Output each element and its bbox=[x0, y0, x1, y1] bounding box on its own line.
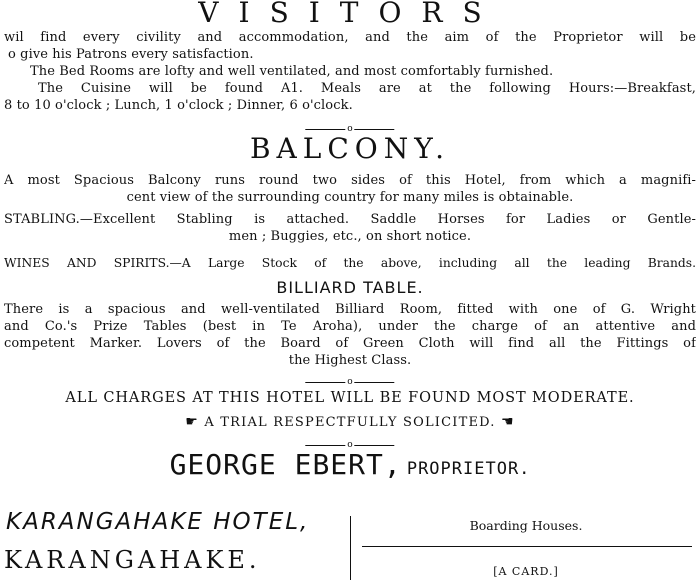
section-divider: o bbox=[305, 125, 394, 134]
visitors-heading: VISITORS bbox=[198, 0, 502, 29]
proprietor-line bbox=[4, 448, 696, 481]
stabling-line-1: STABLING.—Excellent Stabling is attached. Saddle Horses for Ladies or Gentle- bbox=[4, 212, 696, 227]
section-divider: o bbox=[305, 378, 394, 387]
pointing-hand-left-icon: ☚ bbox=[500, 414, 515, 430]
visitors-line-5: 8 to 10 o'clock ; Lunch, 1 o'clock ; Dinner, 6 o'clock. bbox=[4, 98, 353, 113]
balcony-line-1: A most Spacious Balcony runs round two sides of this Hotel, from which a magnifi- bbox=[4, 173, 696, 188]
billiard-heading: BILLIARD TABLE. bbox=[276, 278, 424, 297]
hotel-name: KARANGAHAKE HOTEL, bbox=[6, 509, 310, 535]
charges-line: ALL CHARGES AT THIS HOTEL WILL BE FOUND MOST MODERATE. bbox=[65, 390, 635, 406]
card-label: [A CARD.] bbox=[493, 565, 559, 578]
visitors-line-3: The Bed Rooms are lofty and well ventilated, and most comfortably furnished. bbox=[30, 64, 554, 79]
visitors-line-1: wil find every civility and accommodation, and the aim of the Proprietor will be bbox=[4, 30, 696, 45]
pointing-hand-icon: ☛ bbox=[185, 414, 199, 430]
balcony-line-2: cent view of the surrounding country for many miles is obtainable. bbox=[126, 190, 574, 205]
proprietor-title: PROPRIETOR. bbox=[406, 459, 531, 479]
billiard-line-1: There is a spacious and well-ventilated Billiard Room, fitted with one of G. Wright bbox=[4, 302, 696, 317]
billiard-line-4: the Highest Class. bbox=[288, 353, 412, 368]
stabling-line-2: men ; Buggies, etc., on short notice. bbox=[228, 229, 472, 244]
billiard-line-3: competent Marker. Lovers of the Board of Green Cloth will find all the Fittings of bbox=[4, 336, 696, 351]
proprietor-name: GEORGE EBERT, bbox=[169, 448, 402, 481]
visitors-line-4: The Cuisine will be found A1. Meals are at the following Hours:—Breakfast, bbox=[38, 81, 696, 96]
town-name: KARANGAHAKE. bbox=[4, 546, 261, 574]
trial-line bbox=[4, 414, 696, 430]
section-divider: o bbox=[305, 441, 394, 450]
boarding-houses-heading: Boarding Houses. bbox=[469, 518, 583, 533]
trial-text: A TRIAL RESPECTFULLY SOLICITED. bbox=[204, 415, 496, 430]
billiard-line-2: and Co.'s Prize Tables (best in Te Aroha), under the charge of an attentive and bbox=[4, 319, 696, 334]
column-divider bbox=[350, 516, 351, 580]
wines-line: WINES AND SPIRITS.—A Large Stock of the above, including all the leading Brands. bbox=[4, 256, 696, 270]
row-divider bbox=[362, 546, 692, 547]
balcony-heading: BALCONY. bbox=[249, 132, 451, 165]
visitors-line-2: o give his Patrons every satisfaction. bbox=[8, 47, 254, 62]
